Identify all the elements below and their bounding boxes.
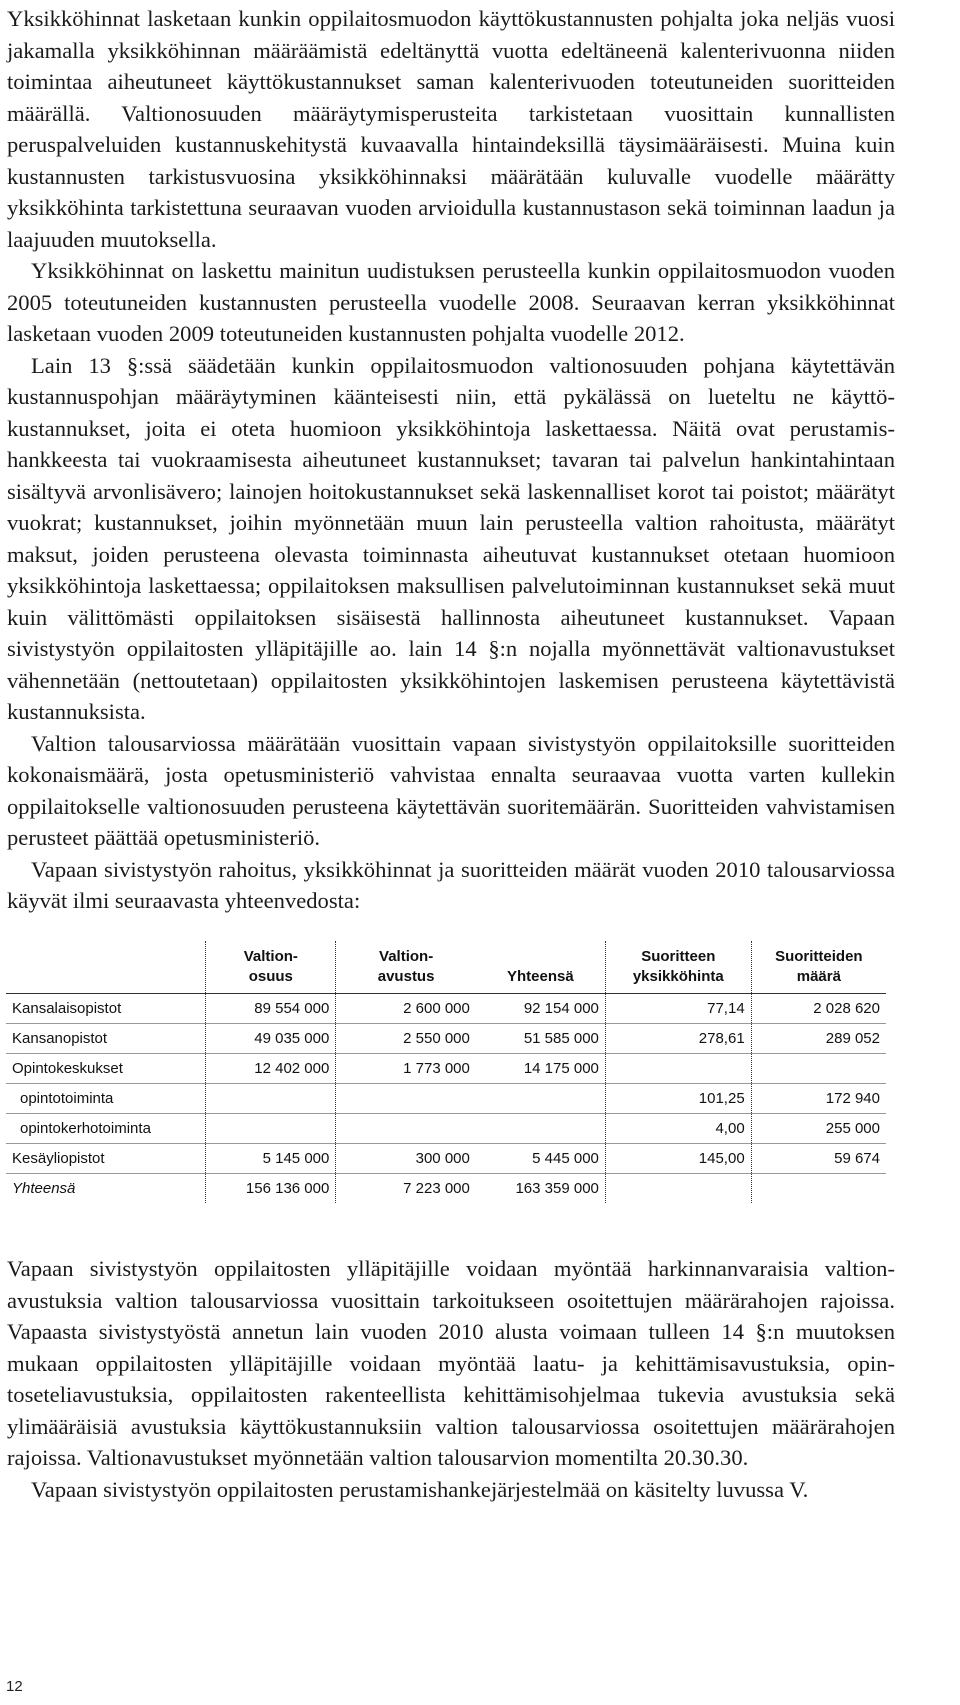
table-row <box>6 1054 886 1084</box>
table-row <box>6 994 886 1024</box>
paragraph-founding-projects: Vapaan sivistystyön oppilaitosten perustamishankejärjestelmää on käsitelty luvussa V. <box>31 1476 809 1502</box>
table-cell: 278,61 <box>605 1024 751 1054</box>
table-cell <box>336 1084 476 1114</box>
table-cell: 59 674 <box>751 1144 886 1174</box>
table-cell: 289 052 <box>751 1024 886 1054</box>
table-header-text: Suoritteiden määrä <box>775 948 863 985</box>
table-cell <box>336 1114 476 1144</box>
table-header-state-share <box>206 941 336 994</box>
table-header-output-count <box>751 941 886 994</box>
table-cell <box>605 1174 751 1204</box>
paragraph-calculation-years: Yksikköhinnat on laskettu mainitun uudistuksen perusteella kunkin oppilaitosmuodon vuoden 2005 toteutuneiden kustannusten perusteella vuodelle 2008. Seuraavan kerran yksikköhinnat lasketaan vuoden 2009 toteutuneiden kustannusten pohjalta vuodelle 2012. <box>7 258 895 346</box>
table-cell: 156 136 000 <box>206 1174 336 1204</box>
row-label: Yhteensä <box>6 1174 206 1204</box>
table-cell <box>605 1054 751 1084</box>
row-label: Kesäyliopistot <box>6 1144 206 1174</box>
row-label: Kansalaisopistot <box>6 994 206 1024</box>
table-header-state-grant <box>336 941 476 994</box>
table-cell: 1 773 000 <box>336 1054 476 1084</box>
table-row <box>6 1024 886 1054</box>
table-cell <box>206 1114 336 1144</box>
table-cell <box>476 1114 606 1144</box>
paragraph-discretionary-grants: Vapaan sivistystyön oppilaitosten ylläpitäjille voidaan myöntää harkinnanvaraisia valtionavustuksia valtion talousarviossa vuosittain tarkoitukseen osoitettujen määrärahojen rajoissa. Vapaasta sivistystyöstä annetun lain vuoden 2010 alusta voimaan tulleen 14 §:n muutoksen mukaan oppilaitosten ylläpitäjille voidaan myöntää laatu- ja kehittämisavustuksia, opintoseteliavustuksia, oppilaitosten rakenteellista kehittämisohjelmaa tukevia avustuksia sekä ylimääräisiä avustuksia käyttökustannuksiin valtion talousarviossa osoitettujen määrärahojen rajoissa. Valtionavustukset myönnetään valtion talousarvion momentilta 20.30.30. <box>7 1256 895 1470</box>
table-cell: 300 000 <box>336 1144 476 1174</box>
funding-summary-table <box>6 941 886 1203</box>
table-row <box>6 1084 886 1114</box>
table-cell: 49 035 000 <box>206 1024 336 1054</box>
table-cell <box>476 1084 606 1114</box>
table-cell: 163 359 000 <box>476 1174 606 1204</box>
paragraph-summary-intro: Vapaan sivistystyön rahoitus, yksikköhinnat ja suoritteiden määrät vuoden 2010 talousarviossa käyvät ilmi seuraavasta yhteenvedosta: <box>7 856 895 913</box>
table-header-total <box>476 941 606 994</box>
table-cell: 2 028 620 <box>751 994 886 1024</box>
table-cell: 2 600 000 <box>336 994 476 1024</box>
table-cell: 145,00 <box>605 1144 751 1174</box>
table-cell: 101,25 <box>605 1084 751 1114</box>
table-header-text: Valtion- osuus <box>243 948 298 985</box>
table-cell: 5 145 000 <box>206 1144 336 1174</box>
paragraph-cost-basis: Lain 13 §:ssä säädetään kunkin oppilaitosmuodon valtionosuuden pohjana käytettävän kustannuspohjan määräytyminen käänteisesti niin, että pykälässä on lueteltu ne käyttökustannukset, joita ei oteta huomioon yksikköhintoja laskettaessa. Näitä ovat perustamishankkeesta tai vuokraamisesta aiheutuneet kustannukset; tavaran tai palvelun hankintahintaan sisältyvä arvonlisävero; lainojen hoitokustannukset sekä laskennalliset korot tai poistot; määrätyt vuokrat; kustannukset, joihin myönnetään muun lain perusteella valtion rahoitusta, määrätyt maksut, joiden perusteena olevasta toiminnasta aiheutuvat kustannukset otetaan huomioon yksikköhintoja laskettaessa; oppilaitoksen maksullisen palvelutoiminnan kustannukset sekä muut kuin välittömästi oppilaitoksen sisäisestä hallinnosta aiheutuneet kustannukset. Vapaan sivistystyön oppilaitosten ylläpitäjille ao. lain 14 §:n nojalla myönnettävät valtionavustukset vähennetään (nettoutetaan) oppilaitosten yksikköhintojen laskemisen perusteena käytettävistä kustannuksista. <box>7 352 895 724</box>
table-cell: 51 585 000 <box>476 1024 606 1054</box>
table-cell: 77,14 <box>605 994 751 1024</box>
body-text-bottom <box>7 1253 895 1505</box>
table-row <box>6 1114 886 1144</box>
table-cell: 89 554 000 <box>206 994 336 1024</box>
table-cell: 7 223 000 <box>336 1174 476 1204</box>
paragraph-unit-prices: Yksikköhinnat lasketaan kunkin oppilaitosmuodon käyttökustannusten pohjalta joka neljäs vuosi jakamalla yksikköhinnan määräämistä edeltänyttä vuotta edeltäneenä kalenterivuonna niiden toimintaa aiheutuneet käyttökustannukset saman kalenterivuoden toteutuneiden suoritteiden määrällä. Valtionosuuden määräytymisperusteita tarkistetaan vuosittain kunnallisten peruspalveluiden kustannuskehitystä kuvaavalla hintaindeksillä täysimääräisesti. Muina kuin kustannusten tarkistusvuosina yksikköhinnaksi määrätään kuluvalle vuodelle määrätty yksikköhinta tarkistettuna seuraavan vuoden arvioidulla kustannustason sekä toiminnan laadun ja laajuuden muutoksella. <box>7 6 895 252</box>
table-header-text: Valtion- avustus <box>377 948 435 985</box>
table-cell <box>751 1174 886 1204</box>
table-body <box>6 994 886 1204</box>
table-header-text: Suoritteen yksikköhinta <box>632 948 724 985</box>
table-header-text: Yhteensä <box>507 968 574 985</box>
row-label: opintotoiminta <box>6 1084 206 1114</box>
page-number: 12 <box>6 1678 23 1695</box>
table-cell: 4,00 <box>605 1114 751 1144</box>
table-cell: 2 550 000 <box>336 1024 476 1054</box>
table-cell: 172 940 <box>751 1084 886 1114</box>
table-row <box>6 1174 886 1204</box>
table-cell: 5 445 000 <box>476 1144 606 1174</box>
table-cell: 14 175 000 <box>476 1054 606 1084</box>
body-text-top <box>7 3 895 917</box>
table-cell: 255 000 <box>751 1114 886 1144</box>
row-label: Kansanopistot <box>6 1024 206 1054</box>
table-cell: 12 402 000 <box>206 1054 336 1084</box>
table-cell <box>206 1084 336 1114</box>
table-header-label <box>6 941 206 994</box>
table-cell <box>751 1054 886 1084</box>
table-cell: 92 154 000 <box>476 994 606 1024</box>
table-header-unit-price <box>605 941 751 994</box>
paragraph-state-budget: Valtion talousarviossa määrätään vuosittain vapaan sivistystyön oppilaitoksille suoritteiden kokonaismäärä, josta opetusministeriö vahvistaa ennalta seuraavaa vuotta varten kullekin oppilaitokselle valtionosuuden perusteena käytettävän suoritemäärän. Suoritteiden vahvistamisen perusteet päättää opetusministeriö. <box>7 730 895 850</box>
table-row <box>6 1144 886 1174</box>
table-header-row <box>6 941 886 994</box>
row-label: Opintokeskukset <box>6 1054 206 1084</box>
row-label: opintokerhotoiminta <box>6 1114 206 1144</box>
